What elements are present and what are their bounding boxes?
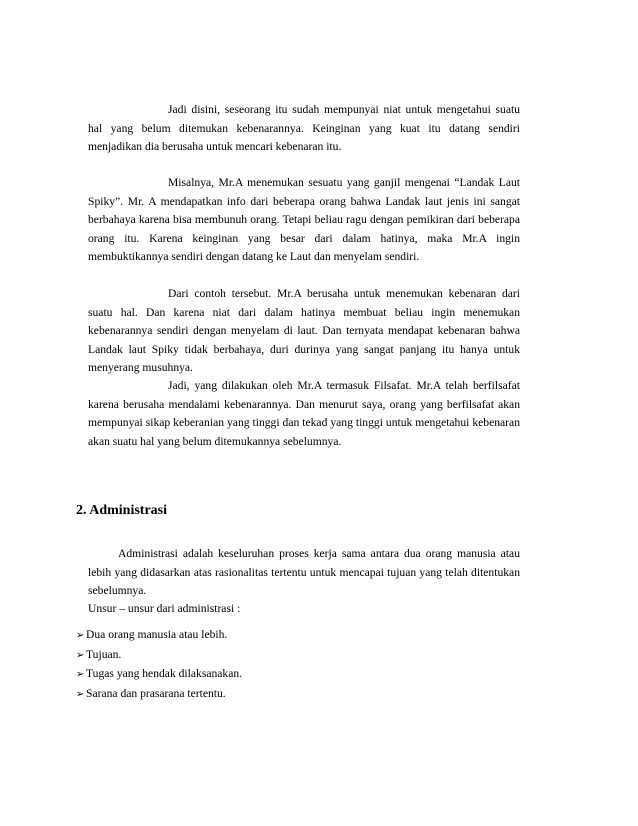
list-item-label: Tujuan.	[86, 647, 122, 661]
paragraph-philosophy: Jadi, yang dilakukan oleh Mr.A termasuk Filsafat. Mr.A telah berfilsafat karena berusaha mendalami kebenarannya. Dan menurut saya, orang yang berfilsafat akan mempunyai sikap keberanian yang tinggi dan tekad yang tinggi untuk mengetahui kebenaran akan suatu hal yang belum ditemukannya sebelumnya.	[88, 379, 520, 448]
paragraph-example: Misalnya, Mr.A menemukan sesuatu yang ganjil mengenai “Landak Laut Spiky”. Mr. A mendapatkan info dari beberapa orang bahwa Landak laut jenis ini sangat berbahaya karena bisa membunuh orang. Tetapi beliau ragu dengan pemikiran dari beberapa orang itu. Karena keinginan yang besar dari dalam hatinya, maka Mr.A ingin membuktikannya sendiri dengan datang ke Laut dan menyelam sendiri.	[88, 176, 520, 264]
paragraph-conclusion-example: Dari contoh tersebut. Mr.A berusaha untuk menemukan kebenaran dari suatu hal. Dan karena niat dari dalam hatinya membuat beliau ingin menemukan kebenarannya sendiri dengan menyelam di laut. Dan ternyata mendapat kebenaran bahwa Landak laut Spiky tidak berbahaya, duri durinya yang sangat panjang itu hanya untuk menyerang musuhnya.	[88, 287, 520, 375]
list-item-label: Tugas yang hendak dilaksanakan.	[86, 667, 243, 681]
list-item-label: Sarana dan prasarana tertentu.	[86, 686, 226, 700]
list-item	[76, 646, 242, 666]
arrow-bullet-icon: ➢	[76, 669, 85, 681]
list-item	[76, 626, 242, 646]
arrow-bullet-icon: ➢	[76, 649, 85, 661]
paragraph-intro: Jadi disini, seseorang itu sudah mempunyai niat untuk mengetahui suatu hal yang belum ditemukan kebenarannya. Keinginan yang kuat itu datang sendiri menjadikan dia berusaha untuk mencari kebenaran itu.	[88, 103, 520, 154]
list-item	[76, 665, 242, 685]
list-item-label: Dua orang manusia atau lebih.	[86, 628, 228, 641]
arrow-bullet-icon: ➢	[76, 688, 85, 700]
section-heading: 2. Administrasi	[76, 503, 168, 518]
arrow-bullet-icon: ➢	[76, 630, 85, 641]
elements-label: Unsur – unsur dari administrasi :	[88, 602, 241, 615]
paragraph-definition: Administrasi adalah keseluruhan proses kerja sama antara dua orang manusia atau lebih yang didasarkan atas rasionalitas tertentu untuk mencapai tujuan yang telah ditentukan sebelumnya.	[88, 547, 520, 598]
list-item	[76, 685, 242, 705]
elements-list	[76, 626, 242, 704]
